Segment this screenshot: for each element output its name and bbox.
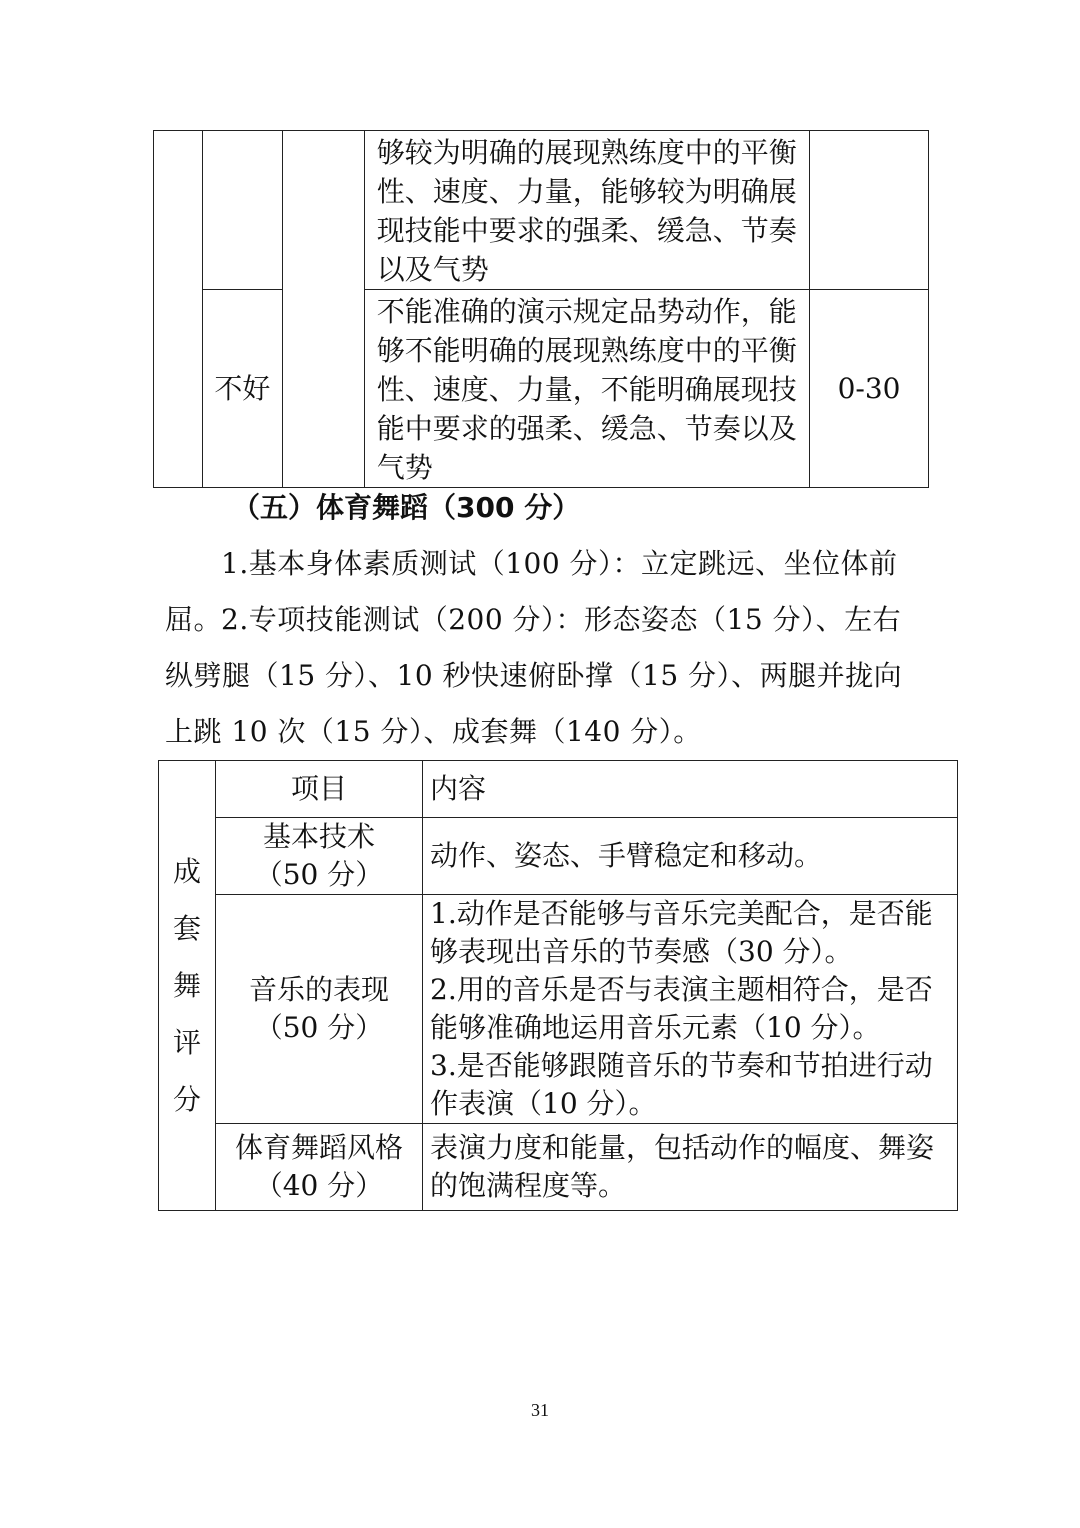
item-name: 音乐的表现 (248, 973, 389, 1006)
rating-cell: 不好 (202, 290, 282, 488)
side-label-char: 套 (172, 912, 201, 945)
item-points: （50 分） (254, 858, 384, 891)
content-line: 动作、姿态、手臂稳定和移动。 (430, 839, 823, 872)
side-label-char: 舞 (172, 969, 201, 1002)
content-cell (423, 895, 958, 1124)
table-header-row (159, 761, 958, 818)
paragraph-skill-test: 2.专项技能测试（200 分）：形态姿态（15 分）、左右纵劈腿（15 分）、10 秒快速俯卧撑（15 分）、两腿并拢向上跳 10 次（15 分）、成套舞（140 分）。 (165, 603, 903, 748)
content-line: 表演力度和能量，包括动作的幅度、舞姿的饱满程度等。 (430, 1131, 935, 1202)
content-line: 2.用的音乐是否与表演主题相符合，是否能够准确地运用音乐元素（10 分）。 (430, 973, 933, 1044)
description-cell: 不能准确的演示规定品势动作，能够不能明确的展现熟练度中的平衡性、速度、力量，不能明确展现技能中要求的强柔、缓急、节奏以及气势 (364, 290, 809, 488)
rating-table-continued (153, 130, 929, 488)
side-label-char: 分 (172, 1083, 201, 1116)
table-row (159, 895, 958, 1124)
item-points: （40 分） (254, 1169, 384, 1202)
empty-cell (282, 131, 364, 488)
table-row (154, 290, 929, 488)
empty-cell (202, 131, 282, 290)
header-content: 内容 (423, 761, 958, 818)
item-name: 基本技术 (262, 820, 375, 853)
content-cell (423, 818, 958, 895)
side-label (159, 761, 216, 1211)
score-cell: 0-30 (810, 290, 929, 488)
section-heading: （五）体育舞蹈（300 分） (232, 491, 581, 524)
description-cell: 够较为明确的展现熟练度中的平衡性、速度、力量，能够较为明确展现技能中要求的强柔、缓急、节奏以及气势 (364, 131, 809, 290)
page-number: 31 (531, 1400, 549, 1420)
item-cell (216, 1124, 423, 1211)
table-row (159, 1124, 958, 1211)
score-cell (810, 131, 929, 290)
content-cell (423, 1124, 958, 1211)
item-cell (216, 895, 423, 1124)
paragraph-basic-test: 1.基本身体素质测试（100 分）：立定跳远、坐位体前屈。 (165, 547, 898, 636)
content-line: 1.动作是否能够与音乐完美配合，是否能够表现出音乐的节奏感（30 分）。 (430, 897, 933, 968)
side-label-char: 成 (172, 855, 201, 888)
table-row (154, 131, 929, 290)
item-cell (216, 818, 423, 895)
side-label-char: 评 (172, 1026, 201, 1059)
table-row (159, 818, 958, 895)
content-line: 3.是否能够跟随音乐的节奏和节拍进行动作表演（10 分）。 (430, 1049, 933, 1120)
dance-scoring-table (158, 760, 958, 1211)
empty-cell (154, 131, 203, 488)
item-points: （50 分） (254, 1011, 384, 1044)
item-name: 体育舞蹈风格 (234, 1131, 403, 1164)
header-item: 项目 (216, 761, 423, 818)
